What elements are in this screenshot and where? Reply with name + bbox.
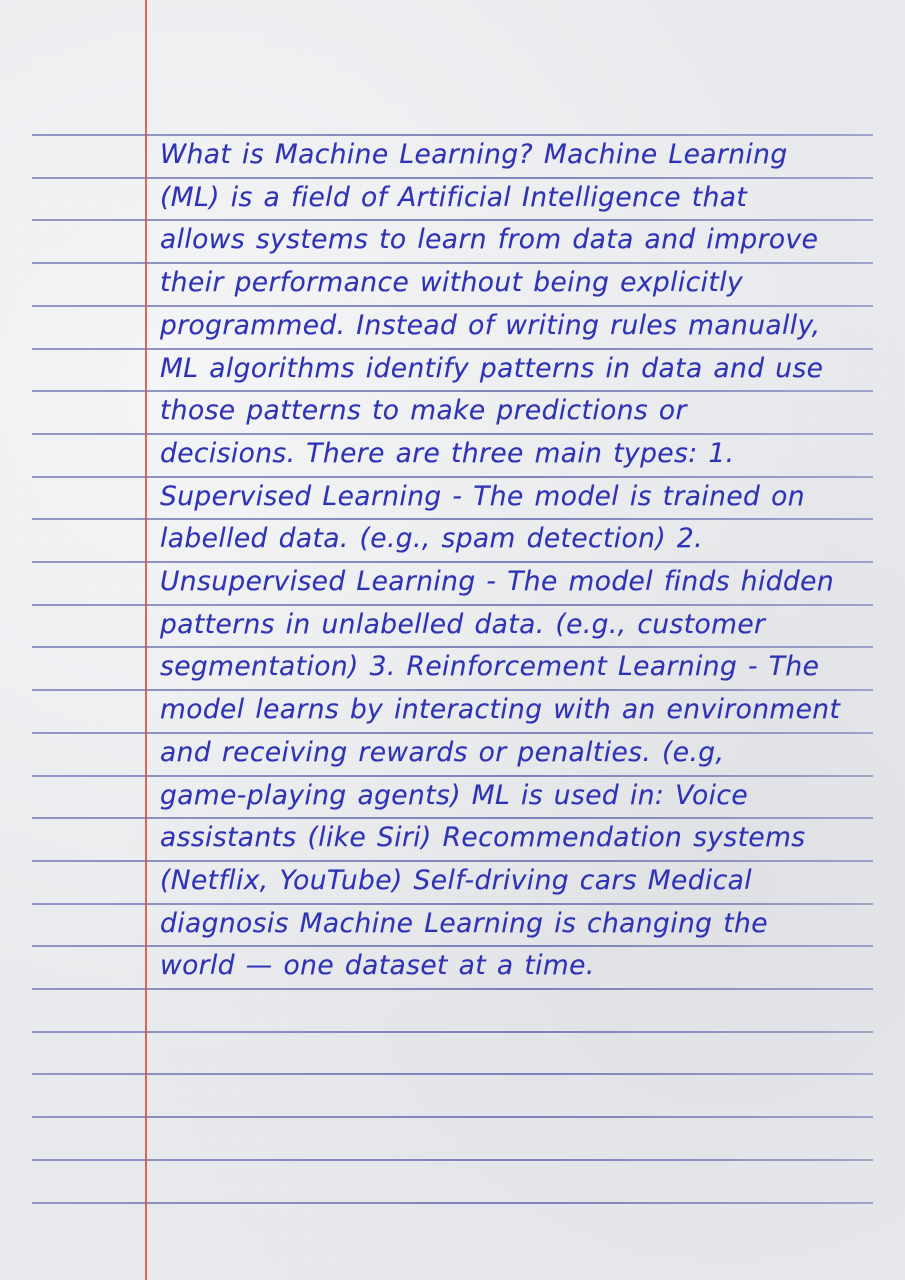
rule-line — [32, 1159, 873, 1161]
rule-line — [32, 1031, 873, 1033]
rule-line — [32, 1073, 873, 1075]
handwritten-note-body — [160, 134, 863, 988]
note-line: and receiving rewards or penalties. (e.g, — [160, 736, 725, 768]
note-line: patterns in unlabelled data. (e.g., customer — [160, 608, 766, 640]
note-line: model learns by interacting with an environment — [160, 694, 841, 726]
note-line: segmentation) 3. Reinforcement Learning - The — [160, 651, 820, 683]
note-line: Unsupervised Learning - The model finds hidden — [160, 566, 835, 598]
rule-line — [32, 988, 873, 990]
note-line: game-playing agents) ML is used in: Voice — [160, 779, 749, 811]
red-margin-line — [145, 0, 147, 1280]
note-line: ML algorithms identify patterns in data and use — [160, 352, 824, 384]
note-line: allows systems to learn from data and improve — [160, 224, 819, 256]
note-line: (Netflix, YouTube) Self-driving cars Medical — [160, 864, 753, 896]
note-line: those patterns to make predictions or — [160, 395, 687, 427]
rule-line — [32, 1116, 873, 1118]
rule-line — [32, 1202, 873, 1204]
note-line: decisions. There are three main types: 1. — [160, 437, 735, 469]
note-line: labelled data. (e.g., spam detection) 2. — [160, 523, 703, 555]
note-line: What is Machine Learning? Machine Learning — [160, 139, 788, 170]
note-line: diagnosis Machine Learning is changing the — [160, 907, 768, 939]
note-line: programmed. Instead of writing rules manually, — [160, 309, 821, 341]
note-line: Supervised Learning - The model is trained on — [160, 480, 805, 512]
note-line: (ML) is a field of Artificial Intelligence that — [160, 181, 748, 213]
note-line: assistants (like Siri) Recommendation systems — [160, 822, 806, 854]
note-line: their performance without being explicitly — [160, 267, 744, 299]
note-line: world — one dataset at a time. — [160, 950, 595, 982]
